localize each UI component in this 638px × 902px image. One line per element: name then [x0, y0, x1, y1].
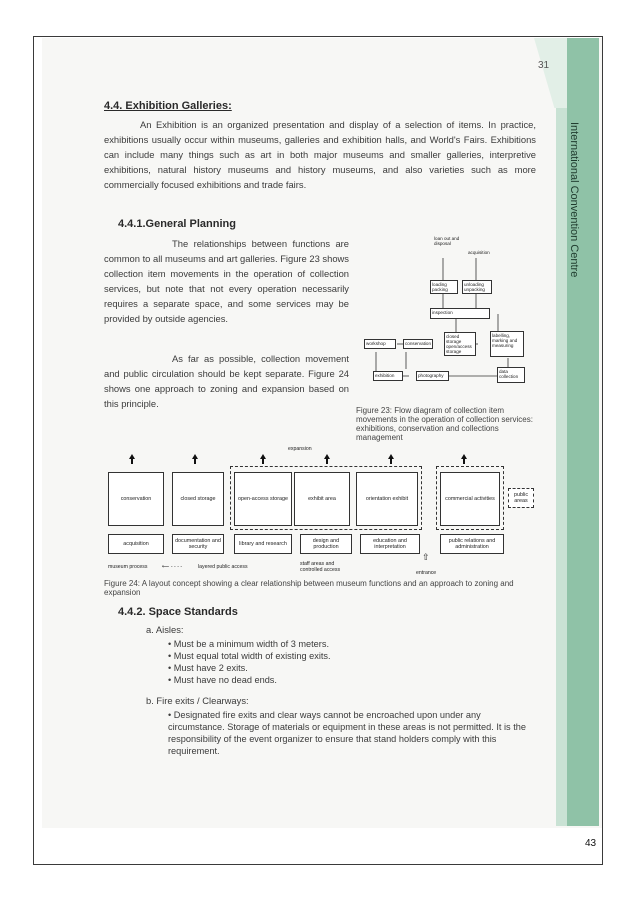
aisles-item: • Must have 2 exits. [168, 663, 248, 673]
fig23-data-collection: data collection [497, 367, 525, 383]
fig24-expansion: expansion [288, 446, 312, 452]
fig24-conservation: conservation [108, 472, 164, 526]
fig24-museum-process: museum process [108, 564, 148, 570]
fire-exits-title: b. Fire exits / Clearways: [146, 695, 249, 706]
book-page-number: 31 [538, 60, 550, 71]
space-standards-heading: 4.4.2. Space Standards [118, 606, 238, 618]
aisles-list [146, 624, 536, 686]
fig23-exhibition: exhibition [373, 371, 403, 381]
side-title: International Convention Centre [568, 122, 580, 278]
fig24-documentation: documentation and security [172, 534, 224, 554]
fig24-open-access: open-access storage [234, 472, 292, 526]
fig23-acquisition: acquisition [468, 250, 490, 255]
document-page-number: 43 [585, 838, 597, 849]
fig24-public-relations: public relations and administration [440, 534, 504, 554]
fig24-arrow-left: ⟵ - - - - [162, 564, 183, 570]
fig23-loan: loan out and disposal [434, 236, 460, 246]
fire-exits-text: • Designated fire exits and clear ways cannot be encroached upon under any circumstance. Storage of materials or equipment in these areas is not permitted. It is the responsibility of the event organizer to ensure that stand holders comply with this requirement. [168, 710, 526, 756]
fig24-layered: layered public access [198, 564, 248, 570]
fig24-library: library and research [234, 534, 292, 554]
fig24-commercial: commercial activities [440, 472, 500, 526]
fig24-public-areas: public areas [508, 488, 534, 508]
fig24-design: design and production [300, 534, 352, 554]
fig23-unloading: unloading unpacking [462, 280, 492, 294]
figure-24-caption: Figure 24: A layout concept showing a clear relationship between museum functions and an approach to zoning and expansion [104, 579, 514, 597]
figure-23-caption: Figure 23: Flow diagram of collection item movements in the operation of collection services: exhibitions, conservation and collections management [356, 406, 533, 442]
fig23-closed-storage: closed storage open/access storage [444, 332, 476, 356]
general-planning-para-1: The relationships between functions are common to all museums and art galleries. Figure 23 shows collection item movements in the operation of collection services, but note that not every operation necessarily requires a separate space, and some services may be provided by outside agencies. [104, 238, 349, 324]
section-heading: 4.4. Exhibition Galleries: [104, 100, 232, 112]
fig24-closed-storage: closed storage [172, 472, 224, 526]
fig23-workshop: workshop [364, 339, 396, 349]
aisles-item: • Must equal total width of existing exits. [168, 651, 331, 661]
section-intro: An Exhibition is an organized presentation and display of a selection of items. In practice, exhibitions usually occur within museums, galleries and exhibition halls, and World's Fairs. Exhibitions can include many things such as art in both major museums and smaller galleries, interpretive exhibitions, natural history museums and history museums, and also varieties such as more commercially focused exhibitions and trade fairs. [104, 119, 536, 190]
aisles-item: • Must be a minimum width of 3 meters. [168, 639, 329, 649]
fig24-staff: staff areas and controlled access [300, 561, 341, 573]
fig23-inspection: inspection [430, 308, 490, 319]
general-planning-heading: 4.4.1.General Planning [118, 218, 236, 230]
fig24-entrance-arrow-icon: ⇧ [422, 552, 430, 562]
fig23-conservation: conservation [403, 339, 433, 349]
fig24-acquisition: acquisition [108, 534, 164, 554]
fig24-education: education and interpretation [360, 534, 420, 554]
fig24-orientation: orientation exhibit [356, 472, 418, 526]
fig24-exhibit-area: exhibit area [294, 472, 350, 526]
aisles-item: • Must have no dead ends. [168, 675, 277, 685]
figure-23-diagram [356, 236, 534, 404]
fig23-labelling: labelling, marking and measuring [490, 331, 524, 357]
fig24-entrance: entrance [416, 570, 437, 576]
figure-24-diagram [104, 446, 534, 578]
fig23-photography: photography [416, 371, 449, 381]
fig23-loading: loading packing [430, 280, 458, 294]
aisles-title: a. Aisles: [146, 624, 184, 635]
general-planning-para-2: As far as possible, collection movement and public circulation should be kept separate. Figure 24 shows one approach to zoning and expansion based on this principle. [104, 353, 349, 409]
fire-exits-list [146, 695, 536, 757]
